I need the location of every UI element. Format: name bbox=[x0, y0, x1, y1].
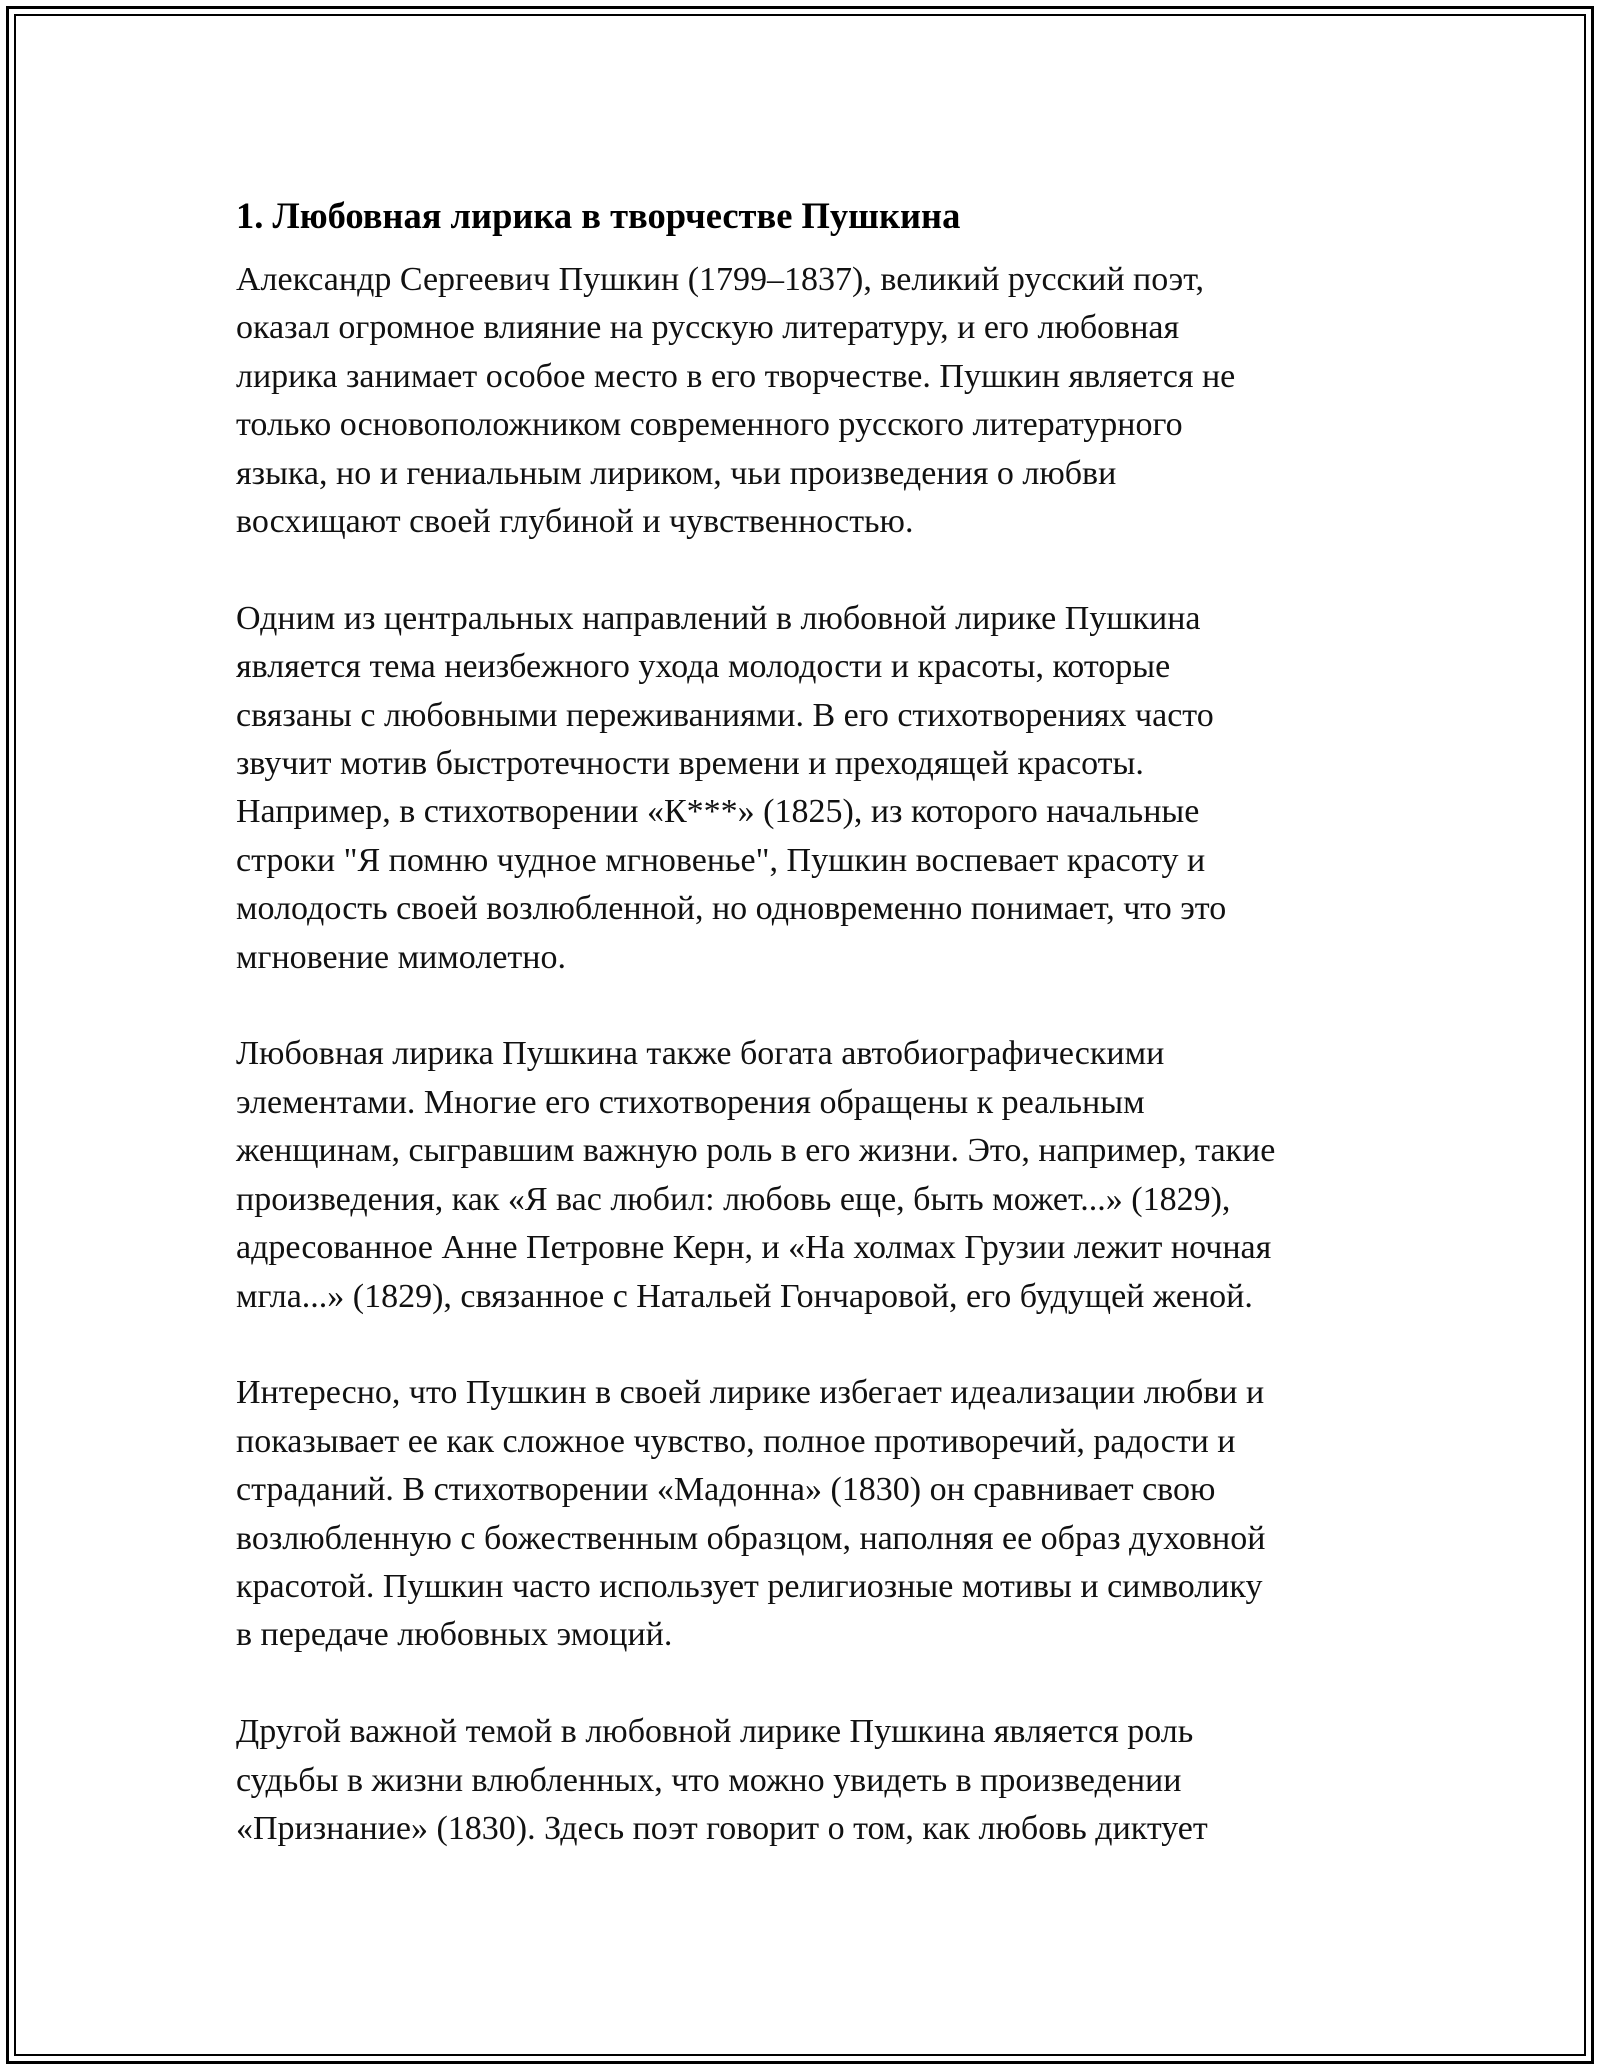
text-line: оказал огромное влияние на русскую литературу, и его любовная bbox=[236, 309, 1180, 347]
text-line: адресованное Анне Петровне Керн, и «На холмах Грузии лежит ночная bbox=[236, 1229, 1272, 1267]
text-line: в передаче любовных эмоций. bbox=[236, 1616, 673, 1654]
document-body bbox=[236, 186, 1376, 1853]
text-line: элементами. Многие его стихотворения обращены к реальным bbox=[236, 1083, 1145, 1121]
text-line: молодость своей возлюбленной, но одновременно понимает, что это bbox=[236, 890, 1227, 928]
text-line: строки "Я помню чудное мгновенье", Пушкин воспевает красоту и bbox=[236, 841, 1206, 879]
text-line: Например, в стихотворении «К***» (1825), из которого начальные bbox=[236, 793, 1200, 831]
text-line: женщинам, сыгравшим важную роль в его жизни. Это, например, такие bbox=[236, 1132, 1276, 1170]
text-line: «Признание» (1830). Здесь поэт говорит о том, как любовь диктует bbox=[236, 1809, 1208, 1847]
text-line: восхищают своей глубиной и чувственностью. bbox=[236, 503, 914, 541]
text-line: Другой важной темой в любовной лирике Пушкина является роль bbox=[236, 1713, 1194, 1751]
text-line: является тема неизбежного ухода молодости и красоты, которые bbox=[236, 648, 1171, 686]
paragraph-3 bbox=[236, 1030, 1376, 1320]
paragraph-4 bbox=[236, 1369, 1376, 1659]
text-line: Любовная лирика Пушкина также богата автобиографическими bbox=[236, 1035, 1165, 1073]
text-line: звучит мотив быстротечности времени и преходящей красоты. bbox=[236, 745, 1144, 783]
text-line: судьбы в жизни влюбленных, что можно увидеть в произведении bbox=[236, 1761, 1182, 1799]
text-line: связаны с любовными переживаниями. В его стихотворениях часто bbox=[236, 696, 1214, 734]
text-line: Одним из центральных направлений в любовной лирике Пушкина bbox=[236, 599, 1201, 637]
paragraph-1 bbox=[236, 256, 1376, 546]
text-line: красотой. Пушкин часто использует религиозные мотивы и символику bbox=[236, 1567, 1263, 1605]
text-line: возлюбленную с божественным образцом, наполняя ее образ духовной bbox=[236, 1519, 1266, 1557]
text-line: показывает ее как сложное чувство, полное противоречий, радости и bbox=[236, 1422, 1236, 1460]
text-line: произведения, как «Я вас любил: любовь еще, быть может...» (1829), bbox=[236, 1180, 1231, 1218]
section-heading: 1. Любовная лирика в творчестве Пушкина bbox=[236, 195, 961, 236]
text-line: мгновение мимолетно. bbox=[236, 938, 566, 976]
text-line: мгла...» (1829), связанное с Натальей Гончаровой, его будущей женой. bbox=[236, 1277, 1253, 1315]
text-line: страданий. В стихотворении «Мадонна» (1830) он сравнивает свою bbox=[236, 1471, 1216, 1509]
paragraph-2 bbox=[236, 595, 1376, 982]
text-line: только основоположником современного русского литературного bbox=[236, 406, 1183, 444]
paragraph-5 bbox=[236, 1708, 1376, 1853]
text-line: Александр Сергеевич Пушкин (1799–1837), великий русский поэт, bbox=[236, 261, 1205, 298]
text-line: лирика занимает особое место в его творчестве. Пушкин является не bbox=[236, 357, 1236, 395]
text-line: Интересно, что Пушкин в своей лирике избегает идеализации любви и bbox=[236, 1374, 1265, 1412]
text-line: языка, но и гениальным лириком, чьи произведения о любви bbox=[236, 454, 1117, 492]
